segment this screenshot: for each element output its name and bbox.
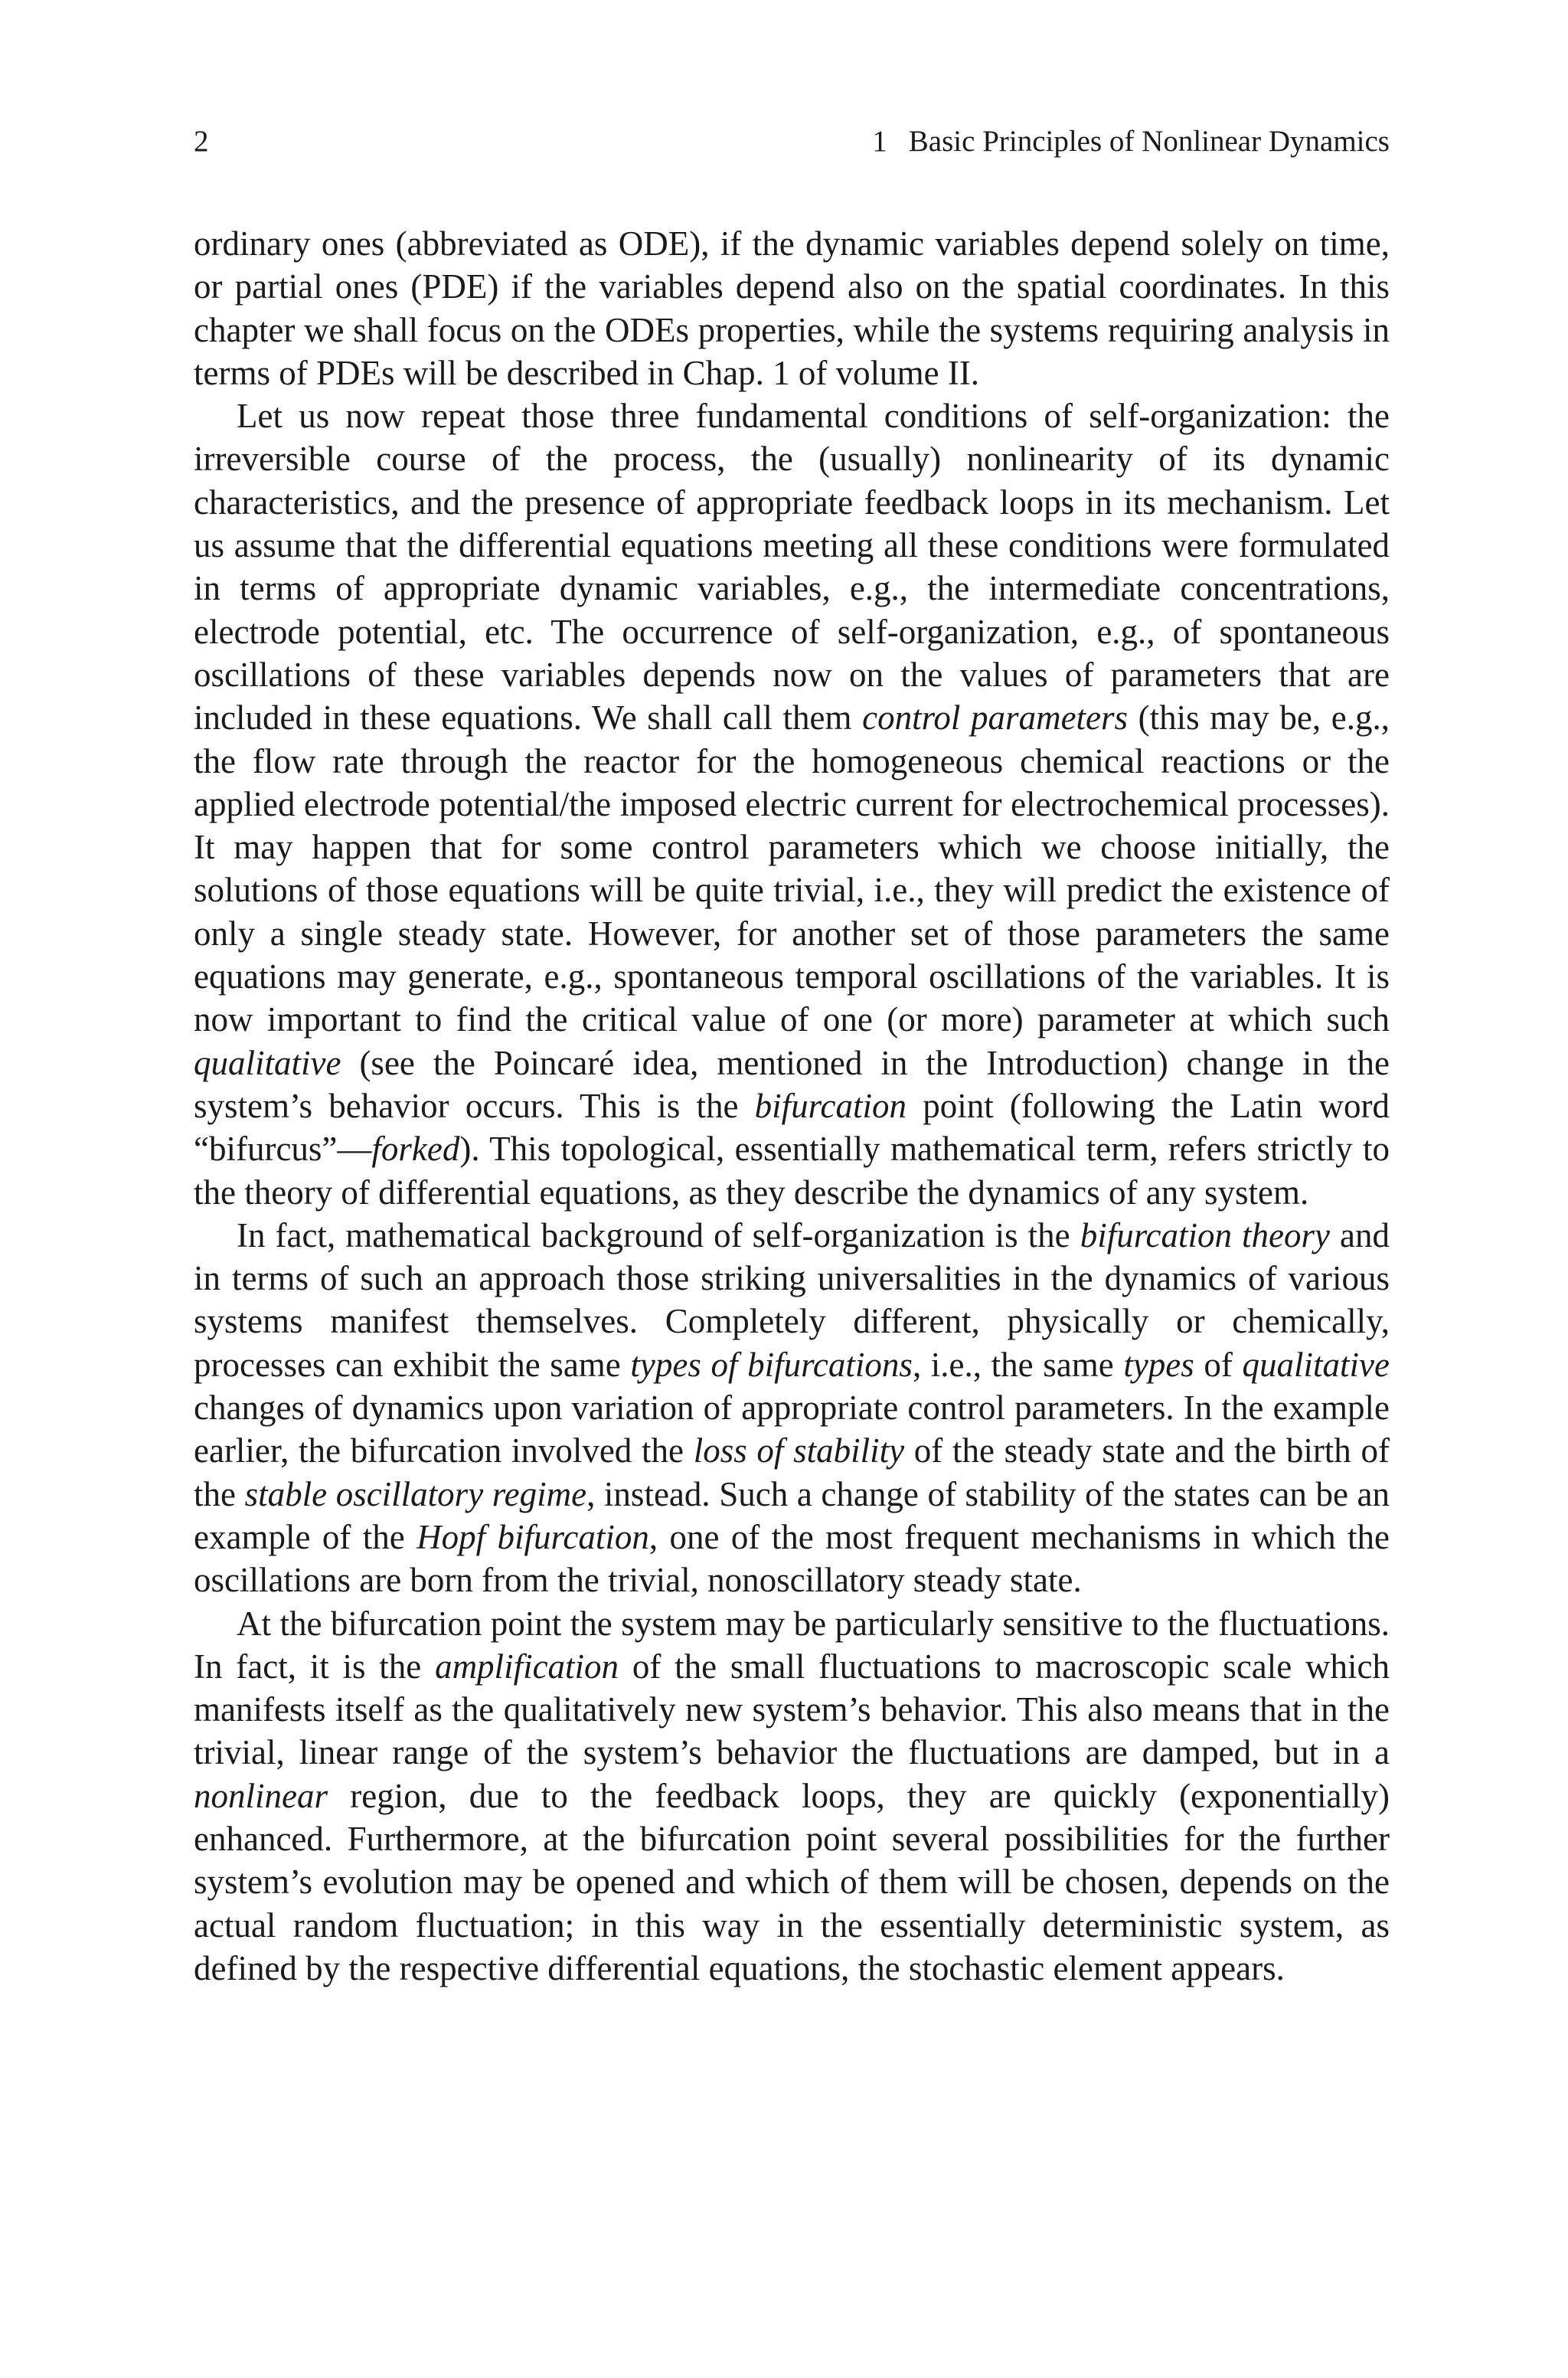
chapter-title: Basic Principles of Nonlinear Dynamics — [908, 125, 1390, 158]
italic-term: types of bifurcations — [630, 1345, 913, 1384]
text-run: region, due to the feedback loops, they are quickly (exponentially) enhanced. Furthermore, at the bifurcation point several possibilities for the further system’s evolution may be opened and which of them will be chosen, depends on the actual random fluctuation; in this way in the essentially deterministic system, as defined by the respective differential equations, the stochastic element appears. — [194, 1776, 1390, 1987]
text-run: (see the Poincaré idea, mentioned in the Introduction) change in the system’s behavior occurs. This is the — [194, 1043, 1390, 1125]
chapter-number: 1 — [872, 125, 887, 158]
text-run: , one of the most frequent mechanisms in which the oscillations are born from the trivial, nonoscillatory steady state. — [194, 1517, 1390, 1600]
paragraph — [194, 222, 1390, 394]
body-text — [194, 222, 1390, 1990]
italic-term: stable oscillatory regime — [244, 1474, 587, 1513]
book-page — [194, 123, 1390, 1990]
italic-term: qualitative — [1242, 1345, 1390, 1384]
italic-term: nonlinear — [194, 1776, 328, 1815]
paragraph — [194, 1214, 1390, 1602]
text-run: of the steady state and the birth of the — [194, 1431, 1390, 1513]
text-run: of the small fluctuations to macroscopic scale which manifests itself as the qualitatively new system’s behavior. This also means that in the trivial, linear range of the system’s behavior the fluctuations are damped, but in a — [194, 1647, 1390, 1772]
text-run: of — [1194, 1345, 1243, 1384]
italic-term: forked — [371, 1130, 460, 1169]
text-run: point (following the Latin word “bifurcus”— — [194, 1086, 1390, 1169]
text-run: and in terms of such an approach those striking universalities in the dynamics of various systems manifest themselves. Completely different, physically or chemically, processes can exhibit the same — [194, 1215, 1390, 1384]
italic-term: Hopf bifurcation — [416, 1517, 649, 1556]
paragraph — [194, 1602, 1390, 1990]
text-run: ordinary ones (abbreviated as ODE), if the dynamic variables depend solely on time, or partial ones (PDE) if the variables depend also on the spatial coordinates. In this chapter we shall focus on the ODEs properties, while the systems requiring analysis in terms of PDEs will be described in Chap. 1 of volume II. — [194, 224, 1390, 392]
text-run: In fact, mathematical background of self-organization is the — [237, 1215, 1080, 1254]
page-number: 2 — [194, 125, 209, 158]
text-run: (this may be, e.g., the flow rate through the reactor for the homogeneous chemical reactions or the applied electrode potential/the imposed electric current for electrochemical processes). It may happen that for some control parameters which we choose initially, the solutions of those equations will be quite trivial, i.e., they will predict the existence of only a single steady state. However, for another set of those parameters the same equations may generate, e.g., spontaneous temporal oscillations of the variables. It is now important to find the critical value of one (or more) parameter at which such — [194, 698, 1390, 1039]
paragraph — [194, 394, 1390, 1214]
italic-term: types — [1123, 1345, 1194, 1384]
text-run: , instead. Such a change of stability of the states can be an example of the — [194, 1474, 1390, 1556]
running-head — [194, 123, 1390, 161]
chapter-heading — [872, 123, 1390, 161]
italic-term: bifurcation — [754, 1086, 906, 1125]
italic-term: bifurcation theory — [1080, 1215, 1330, 1254]
text-run: ). This topological, essentially mathematical term, refers strictly to the theory of differential equations, as they describe the dynamics of any system. — [194, 1130, 1390, 1212]
italic-term: loss of stability — [693, 1431, 905, 1470]
italic-term: control parameters — [862, 698, 1129, 738]
text-run: changes of dynamics upon variation of appropriate control parameters. In the example earlier, the bifurcation involved the — [194, 1389, 1390, 1470]
text-run: , i.e., the same — [912, 1345, 1124, 1384]
text-run: Let us now repeat those three fundamental conditions of self-organization: the irreversible course of the process, the (usually) nonlinearity of its dynamic characteristics, and the presence of appropriate feedback loops in its mechanism. Let us assume that the differential equations meeting all these conditions were formulated in terms of appropriate dynamic variables, e.g., the intermediate concentrations, electrode potential, etc. The occurrence of self-organization, e.g., of spontaneous oscillations of these variables depends now on the values of parameters that are included in these equations. We shall call them — [194, 397, 1390, 738]
italic-term: amplification — [435, 1647, 619, 1686]
text-run: At the bifurcation point the system may be particularly sensitive to the fluctuations. In fact, it is the — [194, 1604, 1390, 1686]
italic-term: qualitative — [194, 1043, 341, 1082]
